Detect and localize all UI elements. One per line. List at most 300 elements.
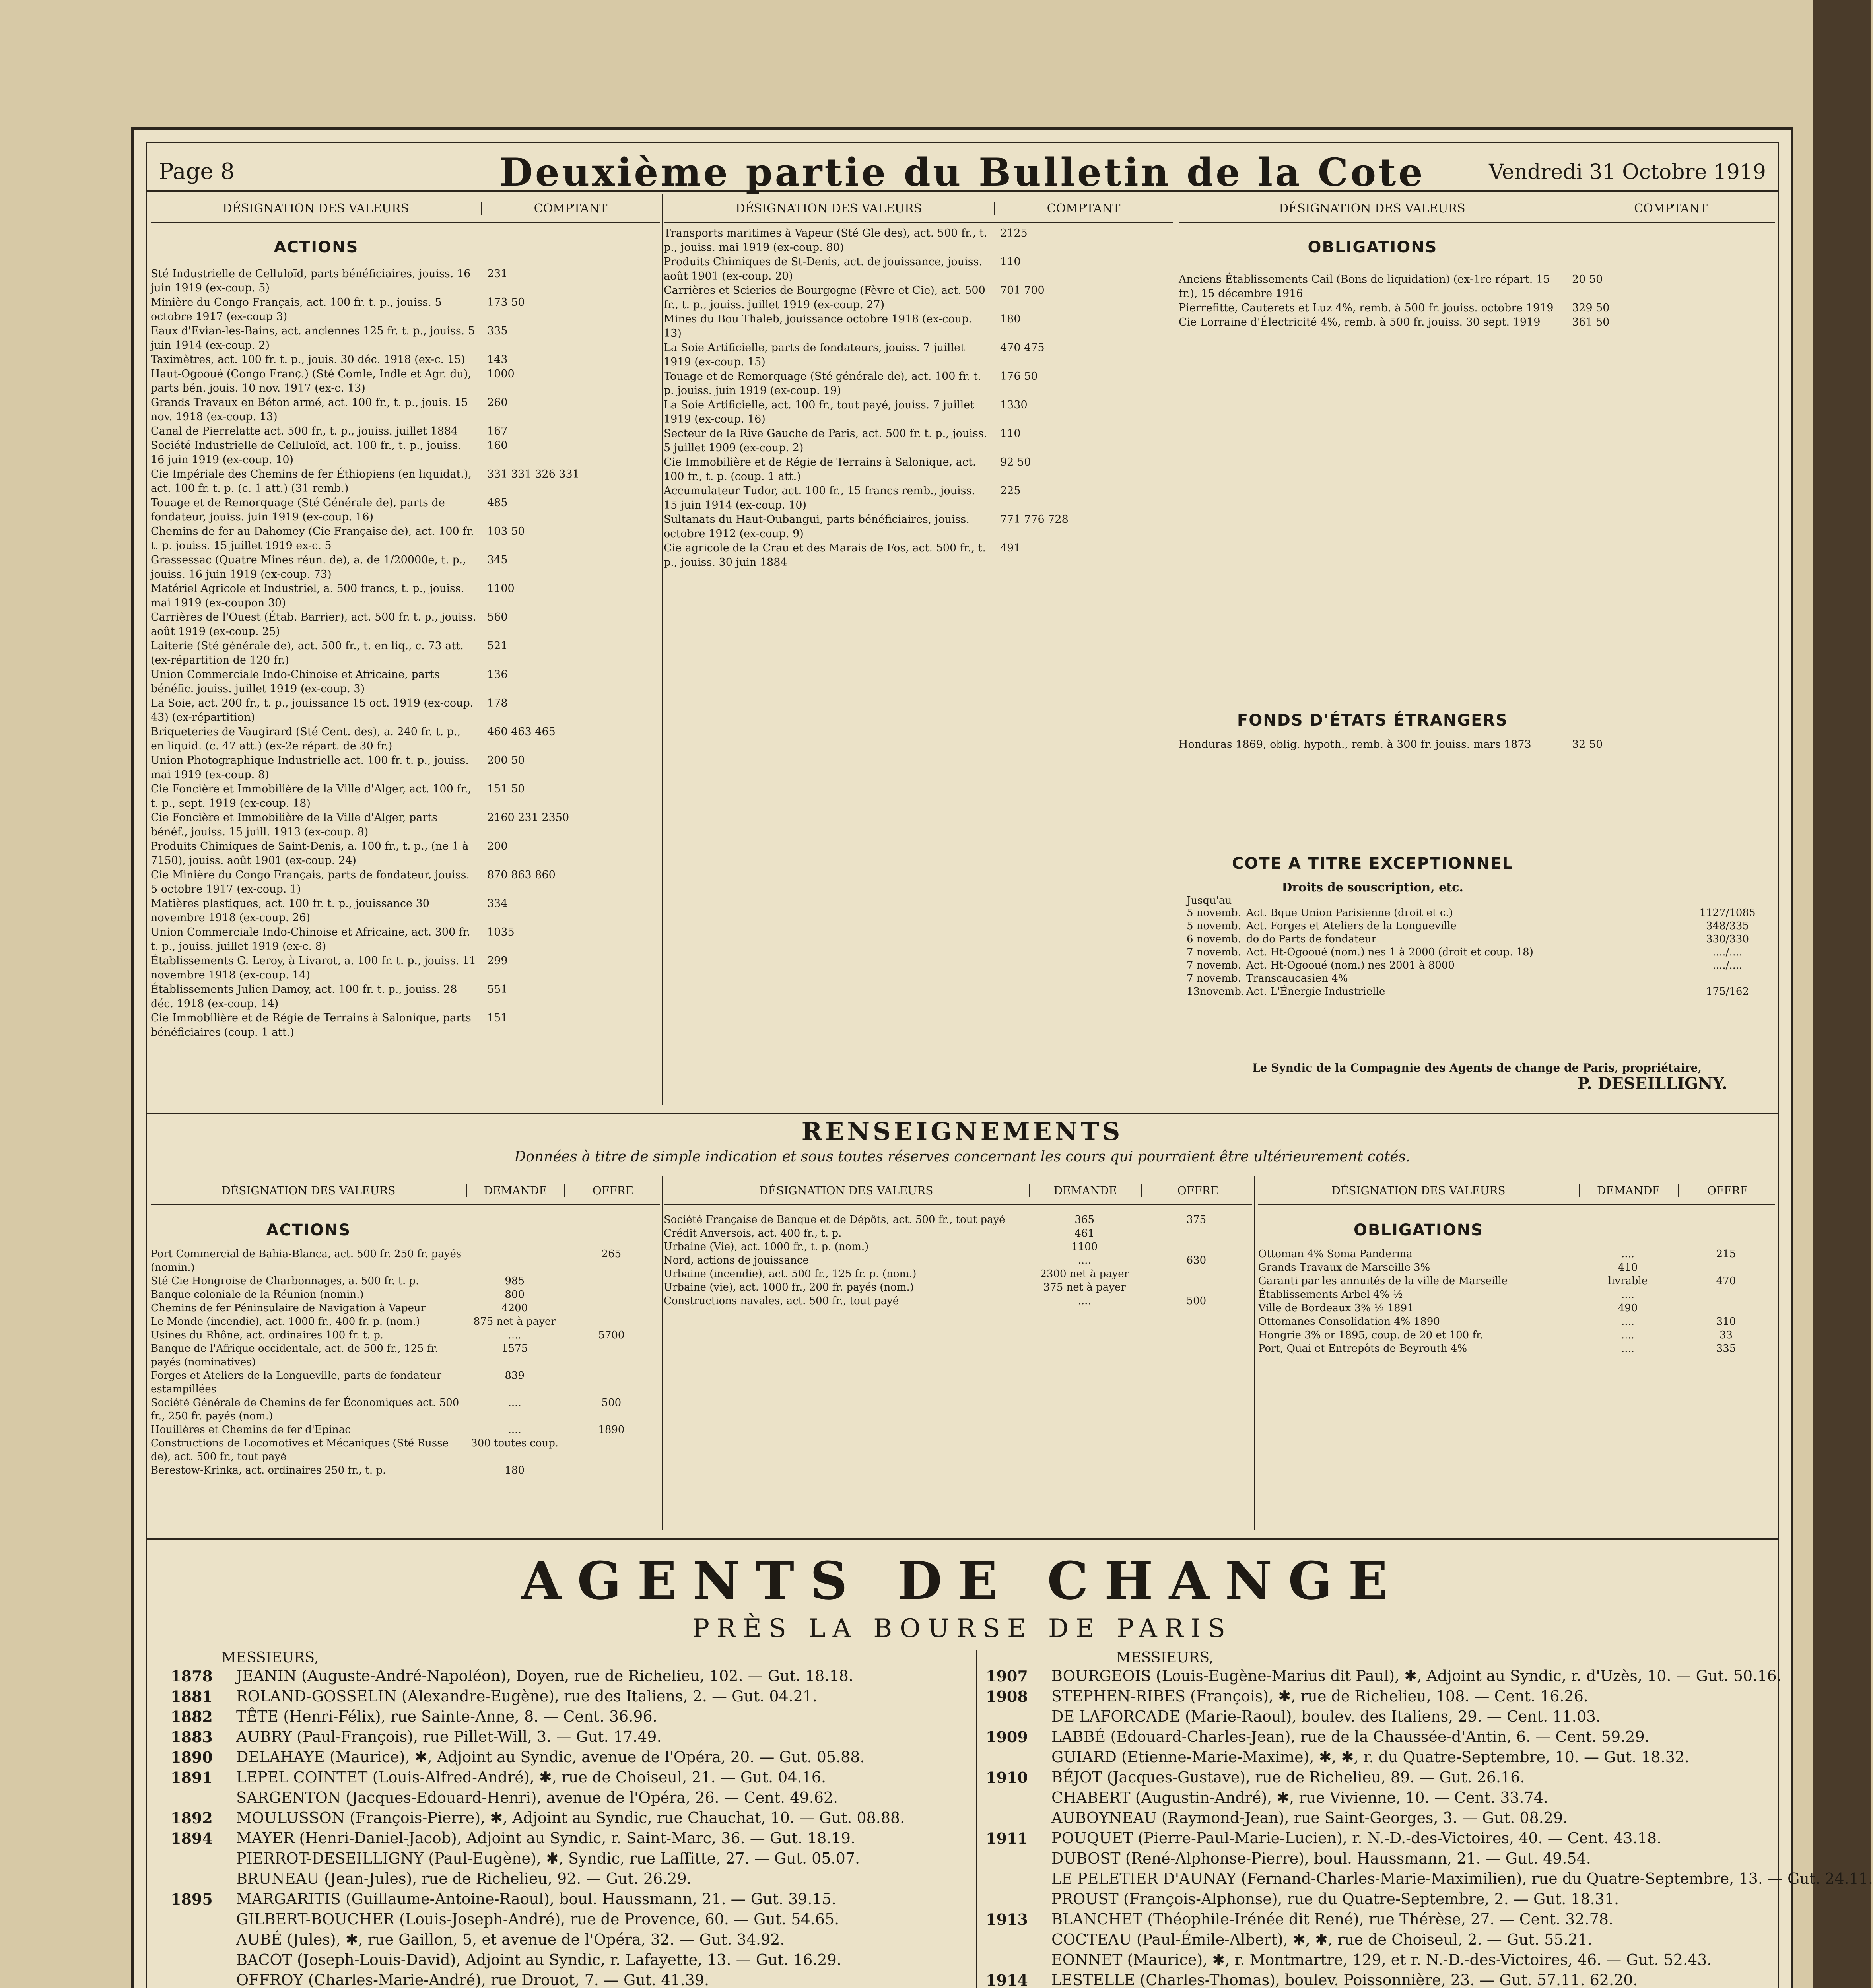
page-number: Page 8 <box>159 159 235 184</box>
value-price: 1000 <box>487 368 515 380</box>
value-price: 110 <box>1000 427 1021 440</box>
droit-value: 348/335 <box>1706 920 1749 932</box>
value-designation: Grands Travaux de Marseille 3% <box>1258 1262 1430 1274</box>
agent-entry: BLANCHET (Théophile-Irénée dit René), rue Thérèse, 27. — Cent. 32.78. <box>1051 1910 1613 1928</box>
droit-row <box>1187 985 1775 998</box>
agent-year <box>171 1869 236 1889</box>
droit-date: 5 novemb. <box>1187 907 1241 919</box>
value-designation: Établissements Arbel 4% ½ <box>1258 1289 1403 1301</box>
value-designation: Constructions de Locomotives et Mécaniques (Sté Russe de), act. 500 fr., tout payé <box>151 1437 449 1463</box>
value-designation: Honduras 1869, oblig. hypoth., remb. à 300 fr. jouiss. mars 1873 <box>1179 738 1531 751</box>
droit-row <box>1187 972 1775 985</box>
list-item <box>171 1828 966 1848</box>
agent-year: 1913 <box>986 1910 1028 1928</box>
messieurs-right: MESSIEURS, <box>1116 1650 1214 1666</box>
table-row <box>151 639 660 668</box>
droit-value: ..../.... <box>1712 946 1743 958</box>
rens-col1-list <box>151 1247 660 1477</box>
table-row <box>664 455 1173 484</box>
droit-label: Act. Bque Union Parisienne (droit et c.) <box>1246 907 1453 919</box>
value-offre <box>1677 1301 1775 1315</box>
value-designation: Laiterie (Sté générale de), act. 500 fr., t. en liq., c. 73 att. (ex-répartition de 120 fr.) <box>151 640 464 666</box>
list-item <box>171 1808 966 1828</box>
agent-entry: BACOT (Joseph-Louis-David), Adjoint au Syndic, r. Lafayette, 13. — Gut. 16.29. <box>236 1951 841 1969</box>
bulletin-page <box>131 127 1873 1988</box>
actions-title: ACTIONS <box>274 238 359 256</box>
agent-year <box>171 1909 236 1930</box>
agent-year: 1910 <box>986 1769 1028 1786</box>
rens-head-offre: OFFRE <box>1678 1184 1777 1197</box>
table-row <box>151 1342 660 1369</box>
agent-entry: ROLAND-GOSSELIN (Alexandre-Eugène), rue des Italiens, 2. — Gut. 04.21. <box>236 1687 818 1705</box>
table-row <box>151 367 660 396</box>
droit-label: do do Parts de fondateur <box>1246 933 1376 945</box>
rens-head-offre: OFFRE <box>1141 1184 1254 1197</box>
value-designation: Cie Immobilière et de Régie de Terrains à Salonique, act. 100 fr., t. p. (coup. 1 att.) <box>664 456 976 483</box>
value-price: 160 <box>487 439 508 452</box>
value-offre: 500 <box>601 1397 622 1409</box>
agent-year <box>171 1970 236 1988</box>
value-designation: Garanti par les annuités de la ville de Marseille <box>1258 1275 1508 1287</box>
droit-label: Act. L'Énergie Industrielle <box>1246 986 1385 998</box>
value-designation: Sultanats du Haut-Oubangui, parts bénéficiaires, jouiss. octobre 1912 (ex-coup. 9) <box>664 513 970 540</box>
agent-year <box>986 1788 1051 1808</box>
page-date: Vendredi 31 Octobre 1919 <box>1489 160 1766 184</box>
agent-year <box>986 1869 1051 1889</box>
value-price: 771 776 728 <box>1000 513 1069 526</box>
table-row <box>151 753 660 782</box>
list-item <box>171 1788 966 1808</box>
value-offre <box>563 1369 660 1396</box>
value-demande: livrable <box>1608 1275 1648 1287</box>
table-row <box>151 925 660 954</box>
value-price: 335 <box>487 325 508 337</box>
table-row <box>151 725 660 753</box>
top-col3-list <box>1179 272 1775 330</box>
value-designation: Grands Travaux en Béton armé, act. 100 fr., t. p., jouis. 15 nov. 1918 (ex-coup. 13) <box>151 396 468 423</box>
table-row <box>151 553 660 582</box>
value-demande: 1575 <box>501 1343 528 1355</box>
value-designation: Établissements Julien Damoy, act. 100 fr. t. p., jouiss. 28 déc. 1918 (ex-coup. 14) <box>151 983 457 1010</box>
agent-entry: BOURGEOIS (Louis-Eugène-Marius dit Paul), ✱, Adjoint au Syndic, r. d'Uzès, 10. — Gut. 50.16. <box>1051 1667 1782 1685</box>
table-row <box>151 1437 660 1464</box>
droits-list <box>1179 907 1775 998</box>
value-demande <box>466 1247 563 1274</box>
rens-title: RENSEIGNEMENTS <box>801 1117 1123 1146</box>
table-row <box>151 839 660 868</box>
value-designation: Banque coloniale de la Réunion (nomin.) <box>151 1289 364 1301</box>
syndic-text: Le Syndic de la Compagnie des Agents de change de Paris, propriétaire, <box>1252 1061 1702 1074</box>
value-demande: 461 <box>1074 1227 1094 1239</box>
value-designation: Carrières de l'Ouest (Étab. Barrier), act. 500 fr. t. p., jouiss. août 1919 (ex-coup. 25) <box>151 611 476 638</box>
table-row <box>1258 1274 1775 1288</box>
col-header-desc: DÉSIGNATION DES VALEURS <box>1279 201 1465 215</box>
col-header-value: COMPTANT <box>994 202 1173 215</box>
agent-entry: LEPEL COINTET (Louis-Alfred-André), ✱, rue de Choiseul, 21. — Gut. 04.16. <box>236 1769 826 1786</box>
value-designation: Ottoman 4% Soma Panderma <box>1258 1248 1413 1260</box>
list-item <box>171 1767 966 1788</box>
value-demande: 2300 net à payer <box>1040 1268 1129 1280</box>
value-price: 2160 231 2350 <box>487 812 569 824</box>
divider <box>976 1650 977 1988</box>
table-row <box>664 1267 1252 1281</box>
table-row <box>151 782 660 811</box>
list-item <box>171 1666 966 1686</box>
table-row <box>151 610 660 639</box>
value-designation: Cie Lorraine d'Électricité 4%, remb. à 500 fr. jouiss. 30 sept. 1919 <box>1179 316 1541 328</box>
droit-label: Act. Forges et Ateliers de la Longueville <box>1246 920 1457 932</box>
value-designation: Constructions navales, act. 500 fr., tout payé <box>664 1295 899 1307</box>
value-price: 200 <box>487 840 508 852</box>
droit-row <box>1187 946 1775 959</box>
agent-year: 1891 <box>171 1769 213 1786</box>
table-row <box>151 982 660 1011</box>
value-price: 1100 <box>487 582 515 595</box>
table-row <box>664 369 1173 398</box>
list-item <box>986 1747 1777 1767</box>
value-offre: 265 <box>601 1248 622 1260</box>
value-price: 2125 <box>1000 227 1028 239</box>
rens-head-offre: OFFRE <box>564 1184 661 1197</box>
table-row <box>151 353 660 367</box>
agent-entry: PIERROT-DESEILLIGNY (Paul-Eugène), ✱, Syndic, rue Laffitte, 27. — Gut. 05.07. <box>236 1850 860 1867</box>
page-frame <box>146 142 1873 1988</box>
value-demande: 300 toutes coup. <box>471 1437 559 1449</box>
top-column-3 <box>1179 194 1775 1109</box>
value-designation: Berestow-Krinka, act. ordinaires 250 fr., t. p. <box>151 1464 386 1476</box>
droit-value: 175/162 <box>1706 986 1749 998</box>
value-offre <box>563 1342 660 1369</box>
table-row <box>1258 1315 1775 1328</box>
divider <box>1254 1176 1255 1530</box>
value-offre: 5700 <box>598 1329 625 1341</box>
list-item <box>986 1930 1777 1950</box>
droit-value: 1127/1085 <box>1699 907 1756 919</box>
value-price: 110 <box>1000 256 1021 268</box>
rens-head-demande: DEMANDE <box>466 1184 564 1197</box>
table-row <box>664 341 1173 369</box>
value-designation: Urbaine (incendie), act. 500 fr., 125 fr. p. (nom.) <box>664 1268 917 1280</box>
value-designation: Forges et Ateliers de la Longueville, parts de fondateur estampillées <box>151 1370 442 1395</box>
obligations-title: OBLIGATIONS <box>1308 238 1438 256</box>
value-price: 485 <box>487 497 508 509</box>
rens-column-1 <box>151 1176 660 1534</box>
value-price: 870 863 860 <box>487 869 556 881</box>
agent-entry: BRUNEAU (Jean-Jules), rue de Richelieu, 92. — Gut. 26.29. <box>236 1870 692 1887</box>
value-demande: 1100 <box>1071 1241 1098 1253</box>
table-row <box>151 1328 660 1342</box>
list-item <box>171 1706 966 1727</box>
agent-year <box>171 1788 236 1808</box>
value-demande: .... <box>1621 1289 1635 1301</box>
value-offre: 470 <box>1716 1275 1736 1287</box>
agent-entry: MAYER (Henri-Daniel-Jacob), Adjoint au Syndic, r. Saint-Marc, 36. — Gut. 18.19. <box>236 1829 855 1847</box>
value-designation: Banque de l'Afrique occidentale, act. de 500 fr., 125 fr. payés (nominatives) <box>151 1343 438 1368</box>
agent-year: 1909 <box>986 1728 1028 1746</box>
table-row <box>151 668 660 696</box>
list-item <box>986 1686 1777 1706</box>
value-demande: .... <box>1621 1329 1635 1341</box>
value-designation: Grassessac (Quatre Mines réun. de), a. de 1/20000e, t. p., jouiss. 16 juin 1919 (ex-coup. 73) <box>151 554 466 580</box>
table-row <box>151 467 660 496</box>
top-col2-list <box>664 226 1173 570</box>
value-price: 231 <box>487 268 508 280</box>
agent-year: 1881 <box>171 1687 213 1705</box>
table-row <box>664 283 1173 312</box>
value-designation: Matériel Agricole et Industriel, a. 500 francs, t. p., jouiss. mai 1919 (ex-coupon 30) <box>151 582 464 609</box>
table-row <box>151 1247 660 1274</box>
table-row <box>664 1213 1252 1227</box>
table-row <box>664 398 1173 427</box>
rens-subtitle: Données à titre de simple indication et sous toutes réserves concernant les cours qui pourraient être ultérieurement cotés. <box>514 1149 1411 1165</box>
value-designation: Société Française de Banque et de Dépôts, act. 500 fr., tout payé <box>664 1214 1005 1226</box>
table-row <box>151 1464 660 1477</box>
agent-year: 1878 <box>171 1667 213 1685</box>
value-demande: .... <box>1078 1295 1091 1307</box>
col-header-value: COMPTANT <box>481 202 660 215</box>
value-designation: Mines du Bou Thaleb, jouissance octobre 1918 (ex-coup. 13) <box>664 313 972 340</box>
value-designation: Transports maritimes à Vapeur (Sté Gle des), act. 500 fr., t. p., jouiss. mai 1919 (ex-coup. 80) <box>664 227 987 254</box>
table-row <box>151 324 660 353</box>
table-row <box>151 1288 660 1301</box>
value-offre <box>1677 1261 1775 1274</box>
table-row <box>1179 272 1775 301</box>
value-offre: 500 <box>1186 1295 1207 1307</box>
droit-date: 13novemb. <box>1187 986 1245 998</box>
value-price: 151 50 <box>487 783 525 795</box>
agent-year <box>986 1706 1051 1727</box>
agent-entry: TÊTE (Henri-Félix), rue Sainte-Anne, 8. — Cent. 36.96. <box>236 1708 657 1725</box>
value-designation: Établissements G. Leroy, à Livarot, a. 100 fr. t. p., jouiss. 11 novembre 1918 (ex-coup. 14) <box>151 955 476 981</box>
list-item <box>986 1828 1777 1848</box>
value-offre <box>563 1274 660 1288</box>
top-column-2 <box>664 194 1173 1109</box>
table-row <box>151 295 660 324</box>
table-row <box>1179 738 1775 752</box>
value-designation: Cie Minière du Congo Français, parts de fondateur, jouiss. 5 octobre 1917 (ex-coup. 1) <box>151 869 470 895</box>
table-row <box>151 811 660 839</box>
value-demande: .... <box>1621 1316 1635 1328</box>
agent-year <box>171 1950 236 1970</box>
signature: P. DESEILLIGNY. <box>1577 1074 1727 1093</box>
agent-entry: AUBRY (Paul-François), rue Pillet-Will, 3. — Gut. 17.49. <box>236 1728 662 1745</box>
value-price: 136 <box>487 668 508 681</box>
value-demande: .... <box>508 1424 521 1436</box>
agent-year: 1911 <box>986 1829 1028 1847</box>
value-offre: 1890 <box>598 1424 625 1436</box>
value-demande: 985 <box>505 1275 525 1287</box>
list-item <box>986 1848 1777 1869</box>
value-demande: 375 net à payer <box>1043 1281 1126 1293</box>
agent-entry: LESTELLE (Charles-Thomas), boulev. Poissonnière, 23. — Gut. 57.11. 62.20. <box>1051 1971 1638 1988</box>
table-row <box>151 1369 660 1396</box>
droit-date: 7 novemb. <box>1187 973 1241 984</box>
value-designation: Crédit Anversois, act. 400 fr., t. p. <box>664 1227 842 1239</box>
value-designation: Urbaine (Vie), act. 1000 fr., t. p. (nom.) <box>664 1241 869 1253</box>
table-row <box>664 255 1173 283</box>
agent-year: 1892 <box>171 1809 213 1827</box>
table-row <box>151 1274 660 1288</box>
agent-entry: AUBOYNEAU (Raymond-Jean), rue Saint-Georges, 3. — Gut. 08.29. <box>1051 1809 1568 1827</box>
list-item <box>171 1909 966 1930</box>
table-row <box>664 1227 1252 1240</box>
value-demande: .... <box>508 1329 521 1341</box>
agent-entry: DELAHAYE (Maurice), ✱, Adjoint au Syndic, avenue de l'Opéra, 20. — Gut. 05.88. <box>236 1748 865 1766</box>
droit-date: 6 novemb. <box>1187 933 1241 945</box>
droit-date: 5 novemb. <box>1187 920 1241 932</box>
agent-entry: DE LAFORCADE (Marie-Raoul), boulev. des Italiens, 29. — Cent. 11.03. <box>1051 1708 1601 1725</box>
value-designation: Pierrefitte, Cauterets et Luz 4%, remb. à 500 fr. jouiss. octobre 1919 <box>1179 302 1554 314</box>
droit-label: Transcaucasien 4% <box>1246 973 1348 984</box>
rens-head-desc: DÉSIGNATION DES VALEURS <box>1331 1184 1506 1197</box>
value-demande: 839 <box>505 1370 525 1382</box>
value-offre: 33 <box>1719 1329 1733 1341</box>
value-designation: Produits Chimiques de Saint-Denis, a. 100 fr., t. p., (ne 1 à 7150), jouiss. août 1901 (ex-coup. 24) <box>151 840 469 867</box>
value-designation: Houillères et Chemins de fer d'Epinac <box>151 1424 351 1436</box>
rens-actions-title: ACTIONS <box>266 1221 351 1239</box>
agent-entry: JEANIN (Auguste-André-Napoléon), Doyen, rue de Richelieu, 102. — Gut. 18.18. <box>236 1667 853 1685</box>
list-item <box>171 1747 966 1767</box>
value-price: 331 331 326 331 <box>487 468 579 480</box>
value-demande: .... <box>1621 1343 1635 1355</box>
agent-entry: PROUST (François-Alphonse), rue du Quatre-Septembre, 2. — Gut. 18.31. <box>1051 1890 1619 1908</box>
table-row <box>151 582 660 610</box>
value-designation: Carrières et Scieries de Bourgogne (Fèvre et Cie), act. 500 fr., t. p., jouiss. juillet 1919 (ex-coup. 27) <box>664 284 985 311</box>
value-designation: Chemins de fer au Dahomey (Cie Française de), act. 100 fr. t. p. jouiss. 15 juillet 1919 ex-c. 5 <box>151 525 474 552</box>
value-price: 151 <box>487 1012 508 1024</box>
value-price: 176 50 <box>1000 370 1038 382</box>
agent-entry: COCTEAU (Paul-Émile-Albert), ✱, ✱, rue de Choiseul, 2. — Gut. 55.21. <box>1051 1931 1592 1948</box>
value-designation: Cie Immobilière et de Régie de Terrains à Salonique, parts bénéficiaires (coup. 1 att.) <box>151 1012 471 1039</box>
agent-year <box>171 1848 236 1869</box>
table-row <box>151 897 660 925</box>
value-designation: Union Commerciale Indo-Chinoise et Africaine, act. 300 fr. t. p., jouiss. juillet 1919 (ex-c. 8) <box>151 926 470 953</box>
section-divider <box>147 1113 1778 1114</box>
table-row <box>151 396 660 424</box>
agent-year: 1914 <box>986 1971 1028 1988</box>
rens-col3-list <box>1258 1247 1775 1355</box>
divider <box>662 194 663 1105</box>
table-row <box>1258 1328 1775 1342</box>
fonds-title: FONDS D'ÉTATS ÉTRANGERS <box>1237 711 1508 730</box>
rens-head-demande: DEMANDE <box>1029 1184 1141 1197</box>
list-item <box>986 1666 1782 1686</box>
table-row <box>664 1240 1252 1254</box>
value-designation: Minière du Congo Français, act. 100 fr. t. p., jouiss. 5 octobre 1917 (ex-coup 3) <box>151 296 442 323</box>
value-demande: 800 <box>505 1289 525 1301</box>
value-demande: 410 <box>1618 1262 1638 1274</box>
top-col1-list <box>151 267 660 1040</box>
value-price: 329 50 <box>1572 302 1610 314</box>
agent-year: 1894 <box>171 1829 213 1847</box>
list-item <box>171 1950 966 1970</box>
table-row <box>151 696 660 725</box>
value-offre <box>563 1437 660 1464</box>
value-price: 178 <box>487 697 508 709</box>
list-item <box>986 1788 1777 1808</box>
value-offre <box>1141 1227 1252 1240</box>
list-item <box>986 1727 1777 1747</box>
value-designation: Sté Industrielle de Celluloïd, parts bénéficiaires, jouiss. 16 juin 1919 (ex-coup. 5) <box>151 268 471 294</box>
rens-head-demande: DEMANDE <box>1579 1184 1678 1197</box>
rens-column-2 <box>664 1176 1252 1534</box>
value-offre <box>563 1315 660 1328</box>
agent-entry: CHABERT (Augustin-André), ✱, rue Vivienne, 10. — Cent. 33.74. <box>1051 1789 1549 1806</box>
value-price: 345 <box>487 554 508 566</box>
value-price: 225 <box>1000 485 1021 497</box>
table-row <box>664 427 1173 455</box>
list-item <box>171 1889 966 1909</box>
table-row <box>151 496 660 524</box>
value-price: 521 <box>487 640 508 652</box>
value-designation: La Soie Artificielle, act. 100 fr., tout payé, jouiss. 7 juillet 1919 (ex-coup. 16) <box>664 399 975 425</box>
agent-entry: AUBÉ (Jules), ✱, rue Gaillon, 5, et avenue de l'Opéra, 32. — Gut. 34.92. <box>236 1931 785 1948</box>
agent-year: 1882 <box>171 1708 213 1726</box>
value-demande: 4200 <box>501 1302 528 1314</box>
droit-label: Act. Ht-Ogooué (nom.) nes 2001 à 8000 <box>1246 959 1455 971</box>
agent-year: 1883 <box>171 1728 213 1746</box>
page-header <box>147 143 1778 195</box>
agent-entry: SARGENTON (Jacques-Edouard-Henri), avenue de l'Opéra, 26. — Cent. 49.62. <box>236 1789 838 1806</box>
droit-row <box>1187 920 1775 933</box>
table-row <box>151 1423 660 1437</box>
table-row <box>664 1281 1252 1294</box>
agents-right-list <box>986 1666 1873 1988</box>
agent-year: 1907 <box>986 1667 1028 1685</box>
value-price: 299 <box>487 955 508 967</box>
value-designation: Union Photographique Industrielle act. 100 fr. t. p., jouiss. mai 1919 (ex-coup. 8) <box>151 754 469 781</box>
value-price: 334 <box>487 897 508 910</box>
value-demande: .... <box>1621 1248 1635 1260</box>
droit-value: ..../.... <box>1712 959 1743 971</box>
table-row <box>151 1396 660 1423</box>
value-offre <box>1141 1267 1252 1281</box>
value-price: 143 <box>487 353 508 366</box>
droit-date: 7 novemb. <box>1187 959 1241 971</box>
value-price: 1330 <box>1000 399 1028 411</box>
droit-value: 330/330 <box>1706 933 1749 945</box>
value-price: 173 50 <box>487 296 525 309</box>
col-header-desc: DÉSIGNATION DES VALEURS <box>735 201 922 215</box>
value-offre <box>1141 1281 1252 1294</box>
value-designation: Touage et de Remorquage (Sté générale de), act. 100 fr. t. p. jouiss. juin 1919 (ex-coup. 19) <box>664 370 981 397</box>
value-designation: Cie agricole de la Crau et des Marais de Fos, act. 500 fr., t. p., jouiss. 30 juin 1884 <box>664 542 986 569</box>
rens-head-desc: DÉSIGNATION DES VALEURS <box>221 1184 396 1197</box>
value-designation: Union Commerciale Indo-Chinoise et Africaine, parts bénéfic. jouiss. juillet 1919 (ex-coup. 3) <box>151 668 440 695</box>
value-price: 551 <box>487 983 508 996</box>
value-designation: Sté Cie Hongroise de Charbonnages, a. 500 fr. t. p. <box>151 1275 419 1287</box>
rens-head-desc: DÉSIGNATION DES VALEURS <box>759 1184 933 1197</box>
value-designation: Port, Quai et Entrepôts de Beyrouth 4% <box>1258 1343 1467 1355</box>
agent-entry: LE PELETIER D'AUNAY (Fernand-Charles-Marie-Maximilien), rue du Quatre-Septembre, 13. — Gut. 24.11. <box>1051 1870 1873 1887</box>
rens-oblig-title: OBLIGATIONS <box>1353 1221 1483 1239</box>
value-designation: Port Commercial de Bahia-Blanca, act. 500 fr. 250 fr. payés (nomin.) <box>151 1248 462 1274</box>
agent-entry: MOULUSSON (François-Pierre), ✱, Adjoint au Syndic, rue Chauchat, 10. — Gut. 08.88. <box>236 1809 905 1827</box>
table-row <box>151 868 660 897</box>
value-designation: Chemins de fer Péninsulaire de Navigation à Vapeur <box>151 1302 426 1314</box>
value-designation: Produits Chimiques de St-Denis, act. de jouissance, jouiss. août 1901 (ex-coup. 20) <box>664 256 983 282</box>
value-designation: Nord, actions de jouissance <box>664 1254 809 1266</box>
value-offre <box>563 1288 660 1301</box>
droit-row <box>1187 907 1775 920</box>
agent-entry: POUQUET (Pierre-Paul-Marie-Lucien), r. N.-D.-des-Victoires, 40. — Cent. 43.18. <box>1051 1829 1662 1847</box>
agents-left-list <box>171 1666 966 1988</box>
table-row <box>151 954 660 982</box>
value-designation: Usines du Rhône, act. ordinaires 100 fr. t. p. <box>151 1329 384 1341</box>
droits-head: Jusqu'au <box>1187 895 1232 907</box>
table-row <box>151 439 660 467</box>
agents-subtitle: PRÈS LA BOURSE DE PARIS <box>692 1614 1233 1643</box>
